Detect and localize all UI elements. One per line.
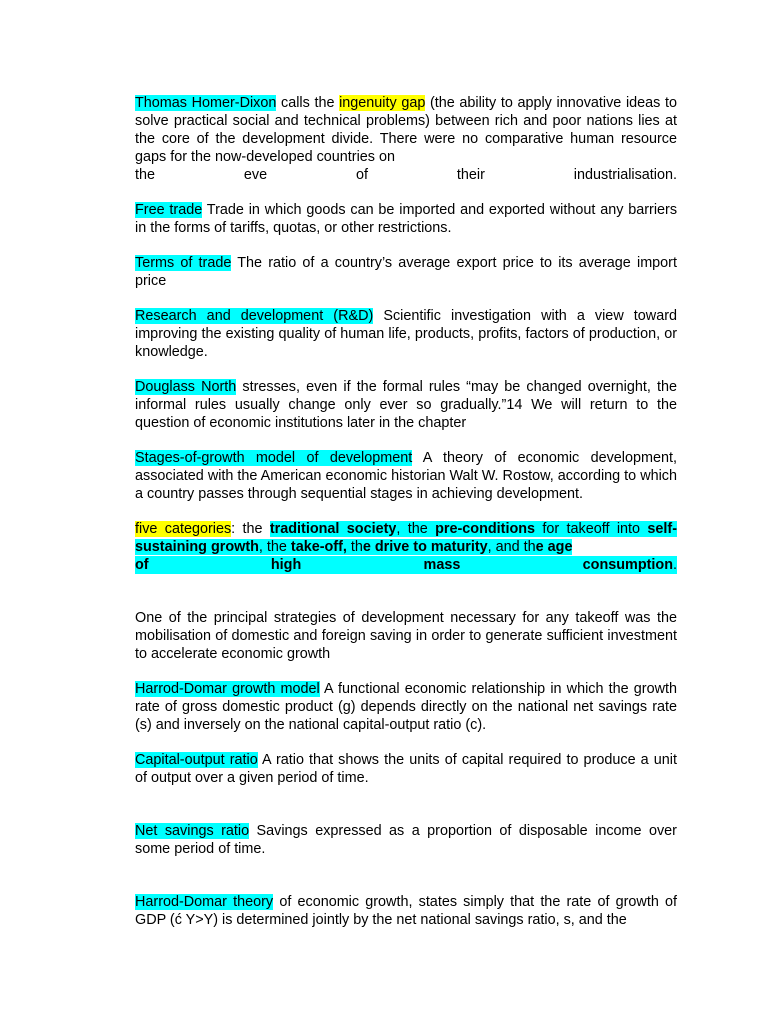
paragraph-harrod-domar-model: Harrod-Domar growth model A functional economic relationship in which the growth rate of gross domestic product (g) depends directly on the national net savings rate (s) and inversely on the national capital-output ratio (c). [135, 681, 677, 733]
term-harrod-domar-growth-model: Harrod-Domar growth model [135, 681, 320, 697]
paragraph-ingenuity-gap-last-line: the eve of their industrialisation. [135, 167, 677, 183]
paragraph-stages-of-growth: Stages-of-growth model of development A theory of economic development, associated with the American economic historian Walt W. Rostow, according to which a country passes through sequential stages in achieving development. [135, 450, 677, 502]
document-page [135, 94, 677, 946]
paragraph-five-categories: five categories: the traditional society, the pre-conditions for takeoff into self-sustaining growth, the take-off, the drive to maturity, and the age [135, 521, 678, 555]
term-capital-output-ratio: Capital-output ratio [135, 752, 258, 768]
paragraph-ingenuity-gap: Thomas Homer-Dixon calls the ingenuity gap (the ability to apply innovative ideas to solve practical social and technical problems) between rich and poor nations lies at the core of the development divide. There were no comparative human resource gaps for the now-developed countries on [135, 95, 677, 165]
paragraph-terms-of-trade: Terms of trade The ratio of a country’s average export price to its average import price [135, 255, 677, 289]
term-five-categories: five categories [135, 521, 232, 537]
term-net-savings-ratio: Net savings ratio [135, 823, 250, 839]
term-terms-of-trade: Terms of trade [135, 255, 232, 271]
term-harrod-domar-theory: Harrod-Domar theory [135, 894, 274, 910]
term-research-and-development: Research and development (R&D) [135, 308, 374, 324]
term-douglass-north: Douglass North [135, 379, 237, 395]
paragraph-free-trade: Free trade Trade in which goods can be imported and exported without any barriers in the forms of tariffs, quotas, or other restrictions. [135, 202, 678, 236]
paragraph-net-savings-ratio: Net savings ratio Savings expressed as a proportion of disposable income over some period of time. [135, 823, 677, 857]
paragraph-five-categories-last-line: of high mass consumption. [135, 557, 677, 573]
term-thomas-homer-dixon: Thomas Homer-Dixon [135, 95, 277, 111]
paragraph-principal-strategies: One of the principal strategies of development necessary for any takeoff was the mobilisation of domestic and foreign saving in order to generate sufficient investment to accelerate economic growth [135, 610, 677, 662]
paragraph-harrod-domar-theory: Harrod-Domar theory of economic growth, states simply that the rate of growth of GDP (ć Y>Y) is determined jointly by the net national savings ratio, s, and the [135, 894, 678, 928]
term-stages-of-growth: Stages-of-growth model of development [135, 450, 413, 466]
paragraph-research-and-development: Research and development (R&D) Scientific investigation with a view toward improving the existing quality of human life, products, profits, factors of production, or knowledge. [135, 308, 677, 360]
paragraph-douglass-north: Douglass North stresses, even if the formal rules “may be changed overnight, the informal rules usually change only ever so gradually.”14 We will return to the question of economic institutions later in the chapter [135, 379, 677, 431]
term-free-trade: Free trade [135, 202, 203, 218]
term-ingenuity-gap: ingenuity gap [339, 95, 426, 111]
paragraph-capital-output-ratio: Capital-output ratio A ratio that shows the units of capital required to produce a unit of output over a given period of time. [135, 752, 677, 786]
